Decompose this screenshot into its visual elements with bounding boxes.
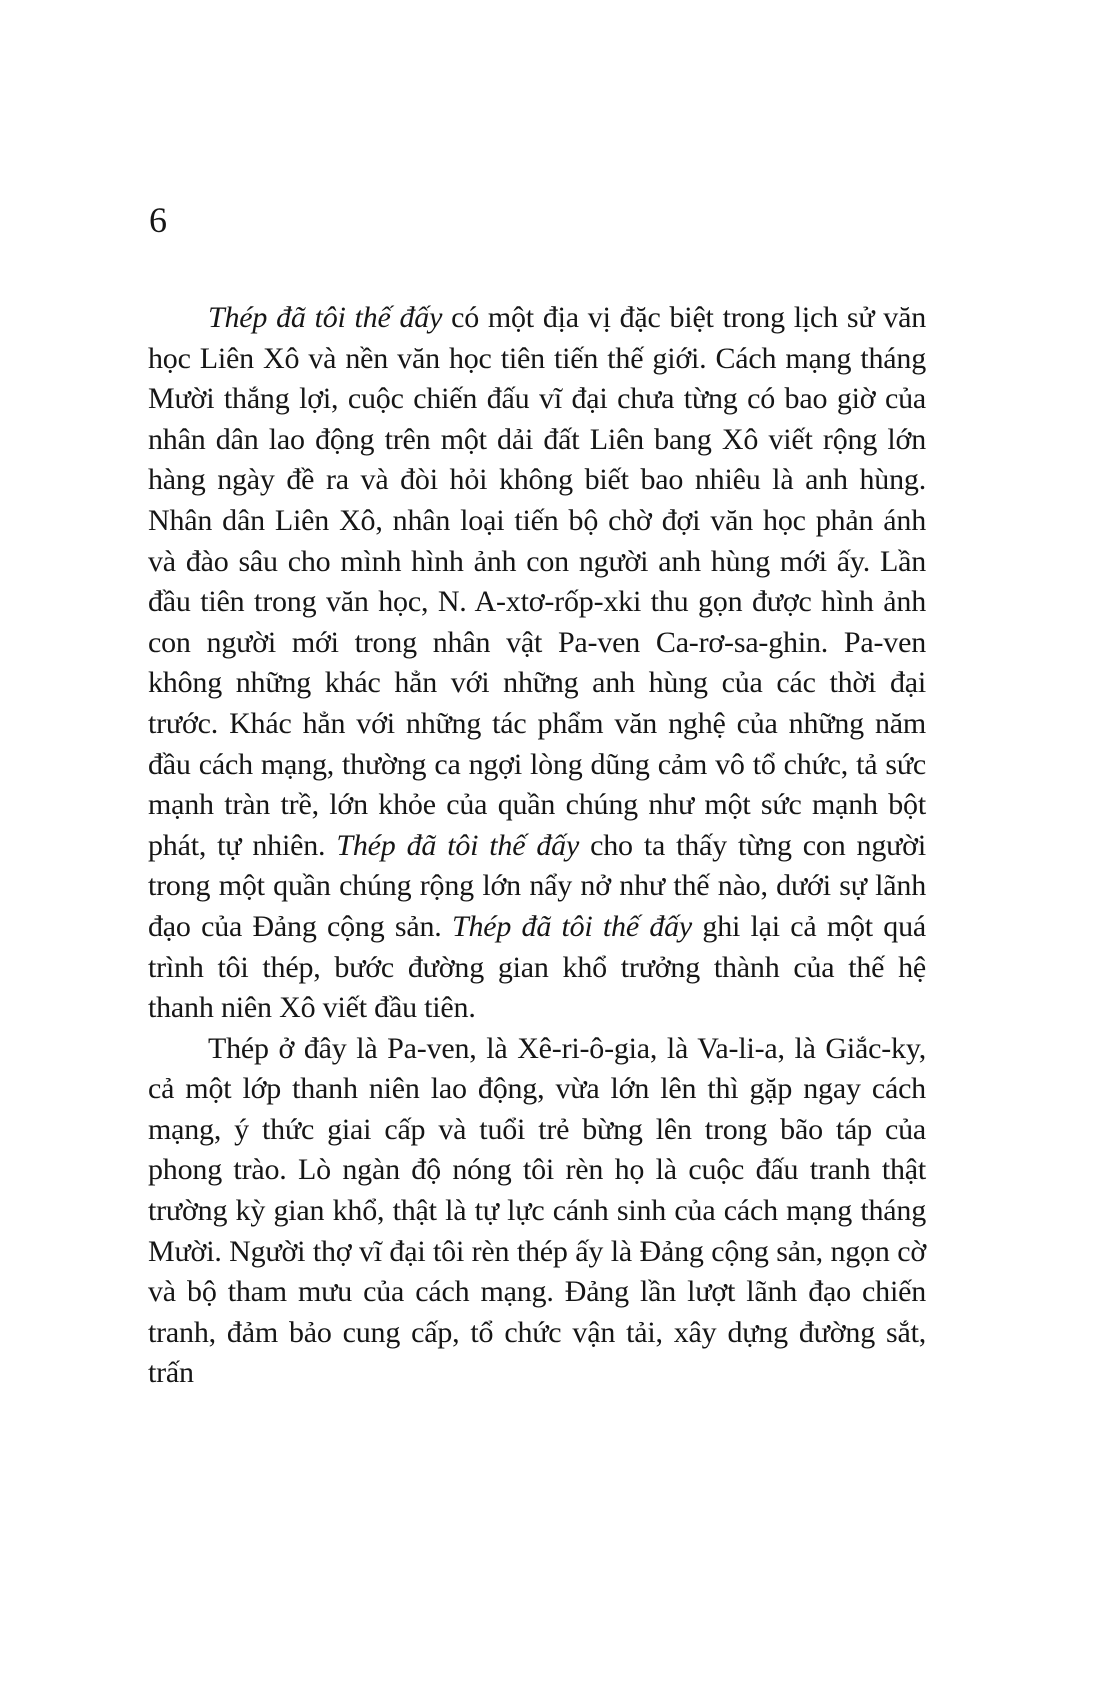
book-title-italic: Thép đã tôi thế đấy: [336, 828, 580, 862]
text-run: cho ta thấy từng con người trong một quần chúng rộng lớn nẩy nở như thế nào, dưới sự lãnh đạo của Đảng cộng sản.: [148, 828, 926, 943]
page-number: 6: [149, 200, 167, 240]
text-run: ghi lại cả một quá trình tôi thép, bước đường gian khổ trưởng thành của thế hệ thanh niên Xô viết đầu tiên.: [148, 909, 926, 1025]
body-paragraph: [148, 1029, 926, 1394]
text-block: [148, 298, 926, 1394]
body-paragraph: [148, 298, 926, 1029]
text-run: có một địa vị đặc biệt trong lịch sử văn học Liên Xô và nền văn học tiên tiến thế giới. Cách mạng tháng Mười thắng lợi, cuộc chiến đấu vĩ đại chưa từng có bao giờ của nhân dân lao động trên một dải đất Liên bang Xô viết rộng lớn hàng ngày đề ra và đòi hỏi không biết bao nhiêu là anh hùng. Nhân dân Liên Xô, nhân loại tiến bộ chờ đợi văn học phản ánh và đào sâu cho mình hình ảnh con người anh hùng mới ấy. Lần đầu tiên trong văn học, N. A-xtơ-rốp-xki thu gọn được hình ảnh con người mới trong nhân vật Pa-ven Ca-rơ-sa-ghin. Pa-ven không những khác hẳn với những anh hùng của các thời đại trước. Khác hẳn với những tác phẩm văn nghệ của những năm đầu cách mạng, thường ca ngợi lòng dũng cảm vô tổ chức, tả sức mạnh tràn trề, lớn khỏe của quần chúng như một sức mạnh bột phát, tự nhiên.: [148, 301, 926, 862]
book-title-italic: Thép đã tôi thế đấy: [208, 301, 443, 334]
book-title-italic: Thép đã tôi thế đấy: [451, 909, 693, 943]
text-run: Thép ở đây là Pa-ven, là Xê-ri-ô-gia, là Va-li-a, là Giắc-ky, cả một lớp thanh niên lao động, vừa lớn lên thì gặp ngay cách mạng, ý thức giai cấp và tuổi trẻ bừng lên trong bão táp của phong trào. Lò ngàn độ nóng tôi rèn họ là cuộc đấu tranh thật trường kỳ gian khổ, thật là tự lực cánh sinh của cách mạng tháng Mười. Người thợ vĩ đại tôi rèn thép ấy là Đảng cộng sản, ngọn cờ và bộ tham mưu của cách mạng. Đảng lần lượt lãnh đạo chiến tranh, đảm bảo cung cấp, tổ chức vận tải, xây dựng đường sắt, trấn: [148, 1031, 926, 1390]
